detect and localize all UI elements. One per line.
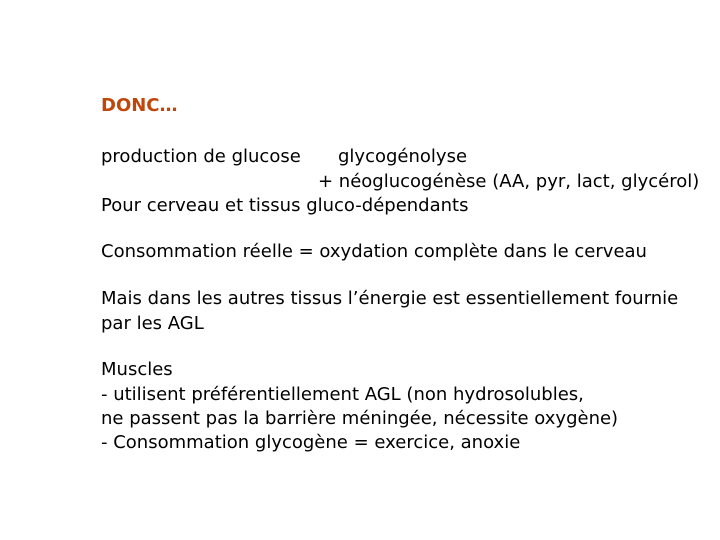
muscles-line-2: ne passent pas la barrière méningée, nécessite oxygène) [101, 408, 619, 429]
slide-heading: DONC… [101, 95, 178, 116]
muscles-line-3: - Consommation glycogène = exercice, anoxie [101, 432, 521, 453]
neoglucogenesis-text: + néoglucogénèse (AA, pyr, lact, glycérol) [318, 171, 700, 192]
other-tissues-line-1: Mais dans les autres tissus l’énergie est essentiellement fournie [101, 288, 679, 309]
glucose-production-label: production de glucose [101, 146, 301, 167]
consumption-text: Consommation réelle = oxydation complète dans le cerveau [101, 241, 647, 262]
target-tissues-text: Pour cerveau et tissus gluco-dépendants [101, 195, 469, 216]
muscles-line-1: - utilisent préférentiellement AGL (non hydrosolubles, [101, 384, 584, 405]
glycogenolysis-text: glycogénolyse [338, 146, 468, 167]
other-tissues-line-2: par les AGL [101, 313, 204, 334]
muscles-title: Muscles [101, 359, 173, 380]
